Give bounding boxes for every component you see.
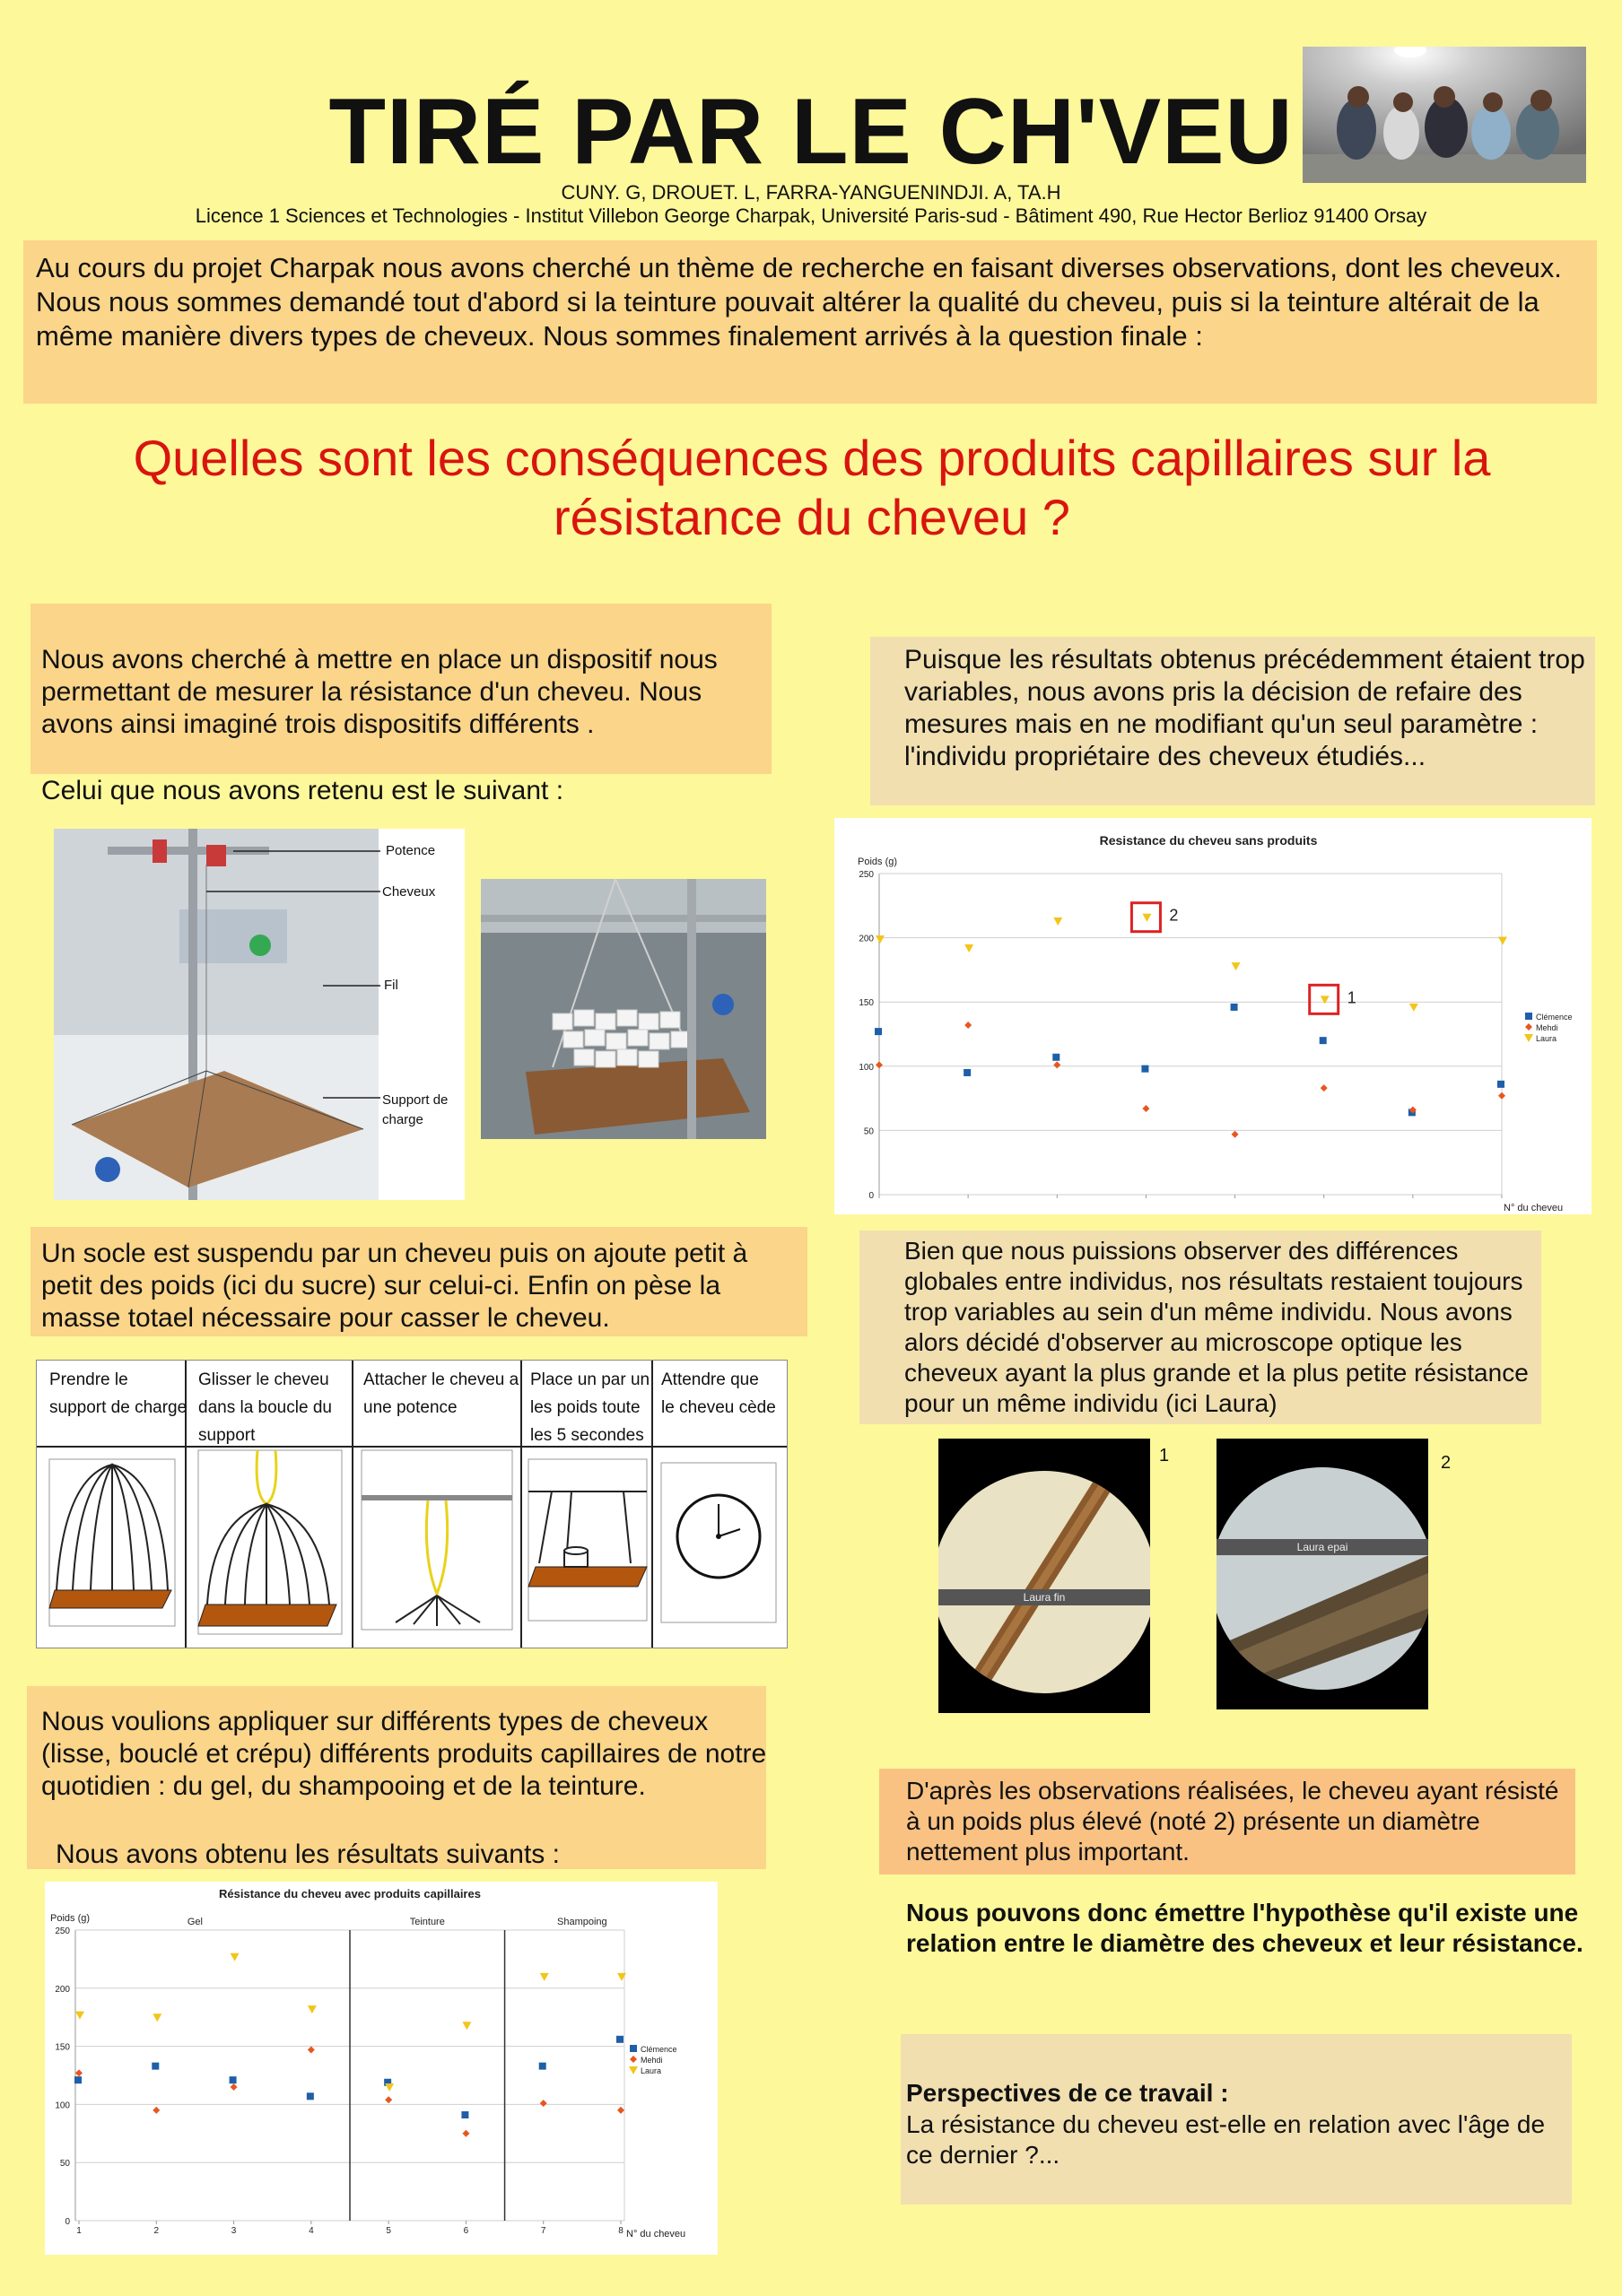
point-laura (1409, 1004, 1418, 1012)
step1-drawing (49, 1459, 175, 1626)
point-mehdi (308, 2046, 315, 2053)
chart-with-products (45, 1882, 718, 2255)
point-clémence (1497, 1081, 1504, 1088)
legend-label: Laura (1536, 1034, 1557, 1043)
affiliation: Licence 1 Sciences et Technologies - Institut Villebon George Charpak, Université Paris-sud - Bâtiment 490, Rue Hector Berlioz 91400 Orsay (195, 204, 1427, 227)
step-5 (661, 1366, 776, 1422)
point-clémence (1141, 1065, 1148, 1073)
differences-text: Bien que nous puissions observer des différences globales entre individus, nos résultats restaient toujours trop variables au sein d'un même individu. Nous avons alors décidé d'observer au microscope optique les cheveux ayant la plus grande et la plus petite résistance pour un même individu (ici Laura) (904, 1237, 1529, 1417)
point-laura (1053, 918, 1062, 926)
point-laura (308, 2005, 317, 2013)
step-2 (198, 1366, 332, 1449)
point-clémence (539, 2063, 546, 2070)
point-mehdi (75, 2069, 83, 2076)
point-laura (876, 935, 885, 944)
micro2-label: Laura epai (1296, 1541, 1348, 1553)
perspectives-title: Perspectives de ce travail : (906, 2079, 1229, 2107)
y-tick-label: 200 (55, 1984, 70, 1995)
step4-drawing (528, 1459, 647, 1621)
point-mehdi (1498, 1092, 1505, 1100)
y-tick-label: 100 (859, 1062, 874, 1073)
point-clémence (74, 2076, 82, 2083)
perspectives-text: La résistance du cheveu est-elle en relation avec l'âge de ce dernier ?... (906, 2110, 1546, 2169)
point-laura (964, 944, 973, 952)
point-mehdi (385, 2096, 392, 2103)
step-2-line2: dans la boucle du (198, 1398, 332, 1417)
step-1-line2: support de charge (49, 1398, 187, 1417)
sugar-photo (481, 879, 766, 1139)
annotation-label: 2 (1169, 906, 1179, 925)
step2-drawing (198, 1450, 342, 1634)
point-laura (1321, 996, 1330, 1004)
point-mehdi (617, 2107, 624, 2114)
clock-icon (661, 1463, 776, 1622)
x-tick-label: 2 (153, 2226, 160, 2236)
chart-title: Résistance du cheveu avec produits capillaires (219, 1887, 481, 1900)
x-axis-label: N° du cheveu (1504, 1203, 1564, 1213)
steps-table (36, 1360, 788, 1648)
point-mehdi (1321, 1084, 1328, 1091)
step-2-line3: support (198, 1426, 256, 1445)
step-3-line1: Attacher le cheveu a (363, 1370, 519, 1389)
annotation-label: 1 (1347, 988, 1356, 1007)
hypothesis-text: Nous pouvons donc émettre l'hypothèse qu'il existe une relation entre le diamètre des cheveux et leur résistance. (906, 1899, 1583, 1957)
micro1-number: 1 (1159, 1446, 1170, 1465)
chart2-svg (45, 1882, 718, 2255)
step-5-line1: Attendre que (661, 1370, 759, 1389)
team-photo (1303, 47, 1586, 183)
chart1-svg (834, 818, 1591, 1214)
y-tick-label: 150 (55, 2042, 70, 2053)
resultats-text: Nous avons obtenu les résultats suivants : (56, 1839, 560, 1869)
legend-label: Mehdi (1536, 1023, 1558, 1032)
authors: CUNY. G, DROUET. L, FARRA-YANGUENINDJI. A, TA.H (561, 181, 1061, 204)
y-tick-label: 100 (55, 2100, 70, 2111)
y-tick-label: 200 (859, 934, 874, 944)
point-laura (1498, 936, 1507, 944)
y-tick-label: 250 (55, 1926, 70, 1936)
point-mehdi (462, 2130, 469, 2137)
micro2-number: 2 (1441, 1453, 1452, 1473)
retenu-text: Celui que nous avons retenu est le suivant : (41, 776, 564, 805)
point-laura (385, 2083, 394, 2092)
observations-text: D'après les observations réalisées, le cheveu ayant résisté à un poids plus élevé (noté 2) présente un diamètre nettement plus important. (906, 1777, 1559, 1866)
point-mehdi (231, 2083, 238, 2091)
x-tick-label: 8 (618, 2226, 624, 2236)
point-clémence (964, 1069, 971, 1076)
step-3 (363, 1366, 519, 1422)
page-title: TIRÉ PAR LE CH'VEU (328, 80, 1294, 184)
point-mehdi (540, 2100, 547, 2107)
point-mehdi (876, 1061, 883, 1068)
point-laura (75, 2012, 84, 2020)
point-clémence (616, 2036, 624, 2043)
point-clémence (230, 2076, 237, 2083)
label-cheveux: Cheveux (382, 884, 436, 900)
step-4-line2: les poids toute (530, 1398, 641, 1417)
legend-marker (629, 2066, 638, 2074)
y-axis-label: Poids (g) (858, 857, 898, 867)
point-mehdi (964, 1022, 972, 1029)
micro1-label: Laura fin (1023, 1591, 1066, 1604)
x-tick-label: 1 (76, 2226, 82, 2236)
step-4-line1: Place un par un (530, 1370, 650, 1389)
legend-label: Laura (641, 2066, 662, 2075)
point-mehdi (1142, 1105, 1149, 1112)
point-mehdi (1053, 1061, 1060, 1068)
x-axis-label: N° du cheveu (626, 2229, 686, 2239)
x-tick-label: 7 (540, 2226, 546, 2236)
point-clémence (1231, 1004, 1238, 1011)
dispositif-text: Nous avons cherché à mettre en place un dispositif nous permettant de mesurer la résistance d'un cheveu. Nous avons ainsi imaginé trois dispositifs différents . (41, 645, 718, 739)
intro-box: Au cours du projet Charpak nous avons cherché un thème de recherche en faisant diverses observations, dont les cheveux. Nous nous sommes demandé tout d'abord si la teinture pouvait altérer la qualité du cheveu, puis si la teinture altérait de la même manière divers types de cheveux. Nous sommes finalement arrivés à la question finale : (23, 240, 1597, 404)
step-1 (49, 1366, 187, 1422)
step-2-line1: Glisser le cheveu (198, 1370, 329, 1389)
legend-label: Mehdi (641, 2056, 663, 2065)
legend-marker (1525, 1013, 1532, 1020)
x-tick-label: 3 (231, 2226, 237, 2236)
step-4-line3: les 5 secondes (530, 1426, 644, 1445)
variables-text: Puisque les résultats obtenus précédemment étaient trop variables, nous avons pris la décision de refaire des mesures mais en ne modifiant qu'un seul paramètre : l'individu propriétaire des cheveux étudiés... (904, 645, 1585, 771)
legend-marker (630, 2056, 637, 2063)
microscope-epai (1216, 1439, 1428, 1709)
legend-marker (1525, 1023, 1532, 1031)
point-laura (1232, 962, 1241, 970)
y-axis-label: Poids (g) (50, 1913, 91, 1924)
point-clémence (461, 2111, 468, 2118)
point-laura (462, 2022, 471, 2030)
x-tick-label: 5 (386, 2226, 391, 2236)
point-clémence (1052, 1054, 1060, 1061)
point-laura (153, 2013, 161, 2022)
group-label: Teinture (409, 1917, 445, 1927)
legend-label: Clémence (641, 2045, 677, 2054)
group-label: Gel (187, 1917, 203, 1927)
label-support-de: Support de (382, 1092, 449, 1108)
step-4 (530, 1366, 650, 1449)
y-tick-label: 50 (863, 1126, 874, 1137)
legend-marker (1524, 1034, 1533, 1042)
point-clémence (1320, 1037, 1327, 1044)
point-clémence (875, 1028, 882, 1035)
y-tick-label: 0 (65, 2217, 70, 2227)
legend-marker (630, 2045, 637, 2052)
research-question-line2: résistance du cheveu ? (554, 489, 1070, 545)
point-clémence (152, 2063, 159, 2070)
legend-label: Clémence (1536, 1013, 1573, 1022)
group-label: Shampoing (557, 1917, 607, 1927)
chart-without-products (834, 818, 1591, 1214)
step-3-line2: une potence (363, 1398, 458, 1417)
socle-text: Un socle est suspendu par un cheveu puis on ajoute petit à petit des poids (ici du sucre) sur celui-ci. Enfin on pèse la masse totael nécessaire pour casser le cheveu. (41, 1239, 748, 1333)
point-laura (1142, 914, 1151, 922)
step-5-line2: le cheveu cède (661, 1398, 776, 1417)
label-potence: Potence (386, 843, 436, 858)
point-laura (540, 1973, 549, 1981)
point-laura (231, 1953, 240, 1961)
chart-title: Resistance du cheveu sans produits (1099, 833, 1318, 848)
research-question-line1: Quelles sont les conséquences des produits capillaires sur la (133, 430, 1491, 486)
research-question (54, 429, 1570, 547)
y-tick-label: 250 (859, 870, 874, 880)
x-tick-label: 4 (309, 2226, 314, 2236)
point-mehdi (153, 2107, 160, 2114)
microscope-fin (938, 1439, 1150, 1713)
label-fil: Fil (384, 978, 398, 993)
x-tick-label: 6 (463, 2226, 469, 2236)
y-tick-label: 50 (59, 2159, 70, 2170)
y-tick-label: 150 (859, 998, 874, 1009)
apparatus-photo (54, 829, 465, 1200)
point-clémence (307, 2092, 314, 2100)
label-charge: charge (382, 1112, 423, 1127)
step3-drawing (362, 1450, 512, 1630)
y-tick-label: 0 (868, 1191, 874, 1201)
step-1-line1: Prendre le (49, 1370, 128, 1389)
point-mehdi (1232, 1131, 1239, 1138)
produits-text: Nous voulions appliquer sur différents types de cheveux (lisse, bouclé et crépu) différents produits capillaires de notre quotidien : du gel, du shampooing et de la teinture. (41, 1707, 767, 1801)
